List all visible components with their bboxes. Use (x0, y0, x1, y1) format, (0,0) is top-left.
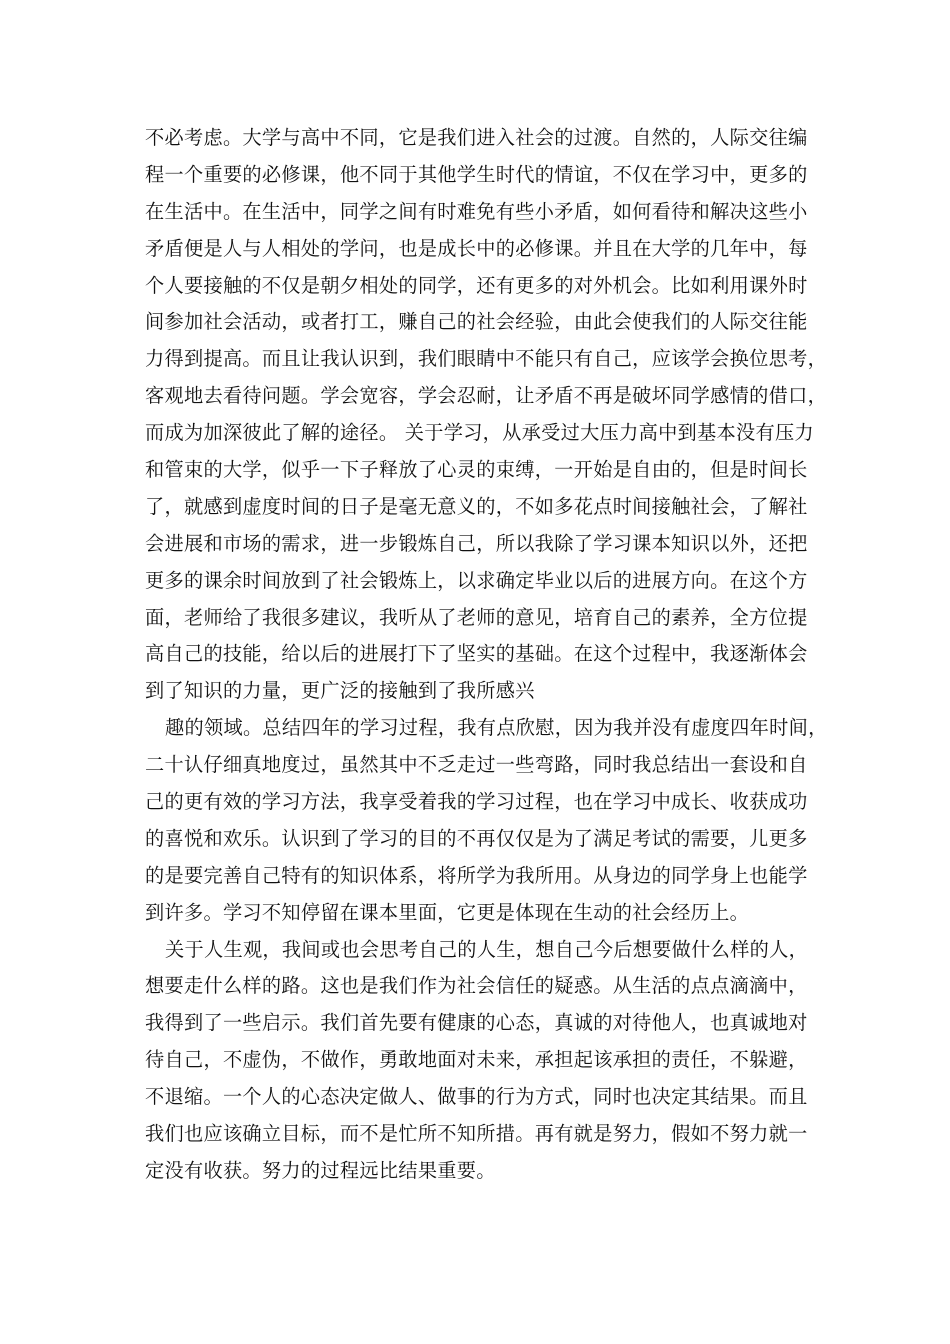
text-line: 的喜悦和欢乐。认识到了学习的目的不再仅仅是为了满足考试的需要，儿更多 (145, 826, 808, 850)
text-line: 更多的课余时间放到了社会锻炼上，以求确定毕业以后的进展方向。在这个方 (145, 568, 808, 592)
text-line: 个人要接触的不仅是朝夕相处的同学，还有更多的对外机会。比如利用课外时 (145, 273, 808, 297)
text-line: 高自己的技能，给以后的进展打下了坚实的基础。在这个过程中，我逐渐体会 (145, 642, 808, 666)
text-line: 不必考虑。大学与高中不同，它是我们进入社会的过渡。自然的，人际交往编 (145, 126, 808, 149)
text-line: 我得到了一些启示。我们首先要有健康的心态，真诚的对待他人，也真诚地对 (145, 1011, 808, 1035)
text-line: 间参加社会活动，或者打工，赚自己的社会经验，由此会使我们的人际交往能 (145, 310, 808, 334)
text-line: 我们也应该确立目标，而不是忙所不知所措。再有就是努力，假如不努力就一 (145, 1122, 808, 1146)
text-line: 到了知识的力量，更广泛的接触到了我所感兴 (145, 679, 535, 703)
text-line: 在生活中。在生活中，同学之间有时难免有些小矛盾，如何看待和解决这些小 (145, 199, 808, 223)
text-line: 二十认仔细真地度过，虽然其中不乏走过一些弯路，同时我总结出一套设和自 (145, 753, 808, 777)
text-line: 己的更有效的学习方法，我享受着我的学习过程，也在学习中成长、收获成功 (145, 790, 808, 814)
text-line: 想要走什么样的路。这也是我们作为社会信任的疑惑。从生活的点点滴滴中， (145, 974, 808, 998)
text-line: 程一个重要的必修课，他不同于其他学生时代的情谊，不仅在学习中，更多的 (145, 162, 808, 186)
text-line: 趣的领域。总结四年的学习过程，我有点欣慰，因为我并没有虚度四年时间， (165, 716, 828, 740)
text-line: 了，就感到虚度时间的日子是毫无意义的，不如多花点时间接触社会，了解社 (145, 494, 808, 518)
text-line: 到许多。学习不知停留在课本里面，它更是体现在生动的社会经历上。 (145, 900, 750, 924)
text-line: 关于人生观，我间或也会思考自己的人生，想自己今后想要做什么样的人， (165, 937, 809, 961)
body-text (145, 120, 828, 1190)
text-line: 和管束的大学，似乎一下子释放了心灵的束缚，一开始是自由的，但是时间长 (145, 458, 808, 482)
text-line: 的是要完善自己特有的知识体系，将所学为我所用。从身边的同学身上也能学 (145, 863, 808, 887)
text-line: 会进展和市场的需求，进一步锻炼自己，所以我除了学习课本知识以外，还把 (145, 531, 808, 555)
text-line: 定没有收获。努力的过程远比结果重要。 (145, 1158, 496, 1182)
text-line: 力得到提高。而且让我认识到，我们眼睛中不能只有自己，应该学会换位思考， (145, 347, 828, 371)
text-line: 面，老师给了我很多建议，我听从了老师的意见，培育自己的素养，全方位提 (145, 605, 808, 629)
text-line: 而成为加深彼此了解的途径。 关于学习，从承受过大压力高中到基本没有压力 (145, 421, 814, 445)
text-line: 待自己，不虚伪，不做作，勇敢地面对未来，承担起该承担的责任，不躲避， (145, 1048, 808, 1072)
text-line: 客观地去看待问题。学会宽容，学会忍耐，让矛盾不再是破坏同学感情的借口， (145, 384, 828, 408)
text-line: 不退缩。一个人的心态决定做人、做事的行为方式，同时也决定其结果。而且 (145, 1085, 808, 1109)
text-line: 矛盾便是人与人相处的学问，也是成长中的必修课。并且在大学的几年中，每 (145, 236, 808, 260)
